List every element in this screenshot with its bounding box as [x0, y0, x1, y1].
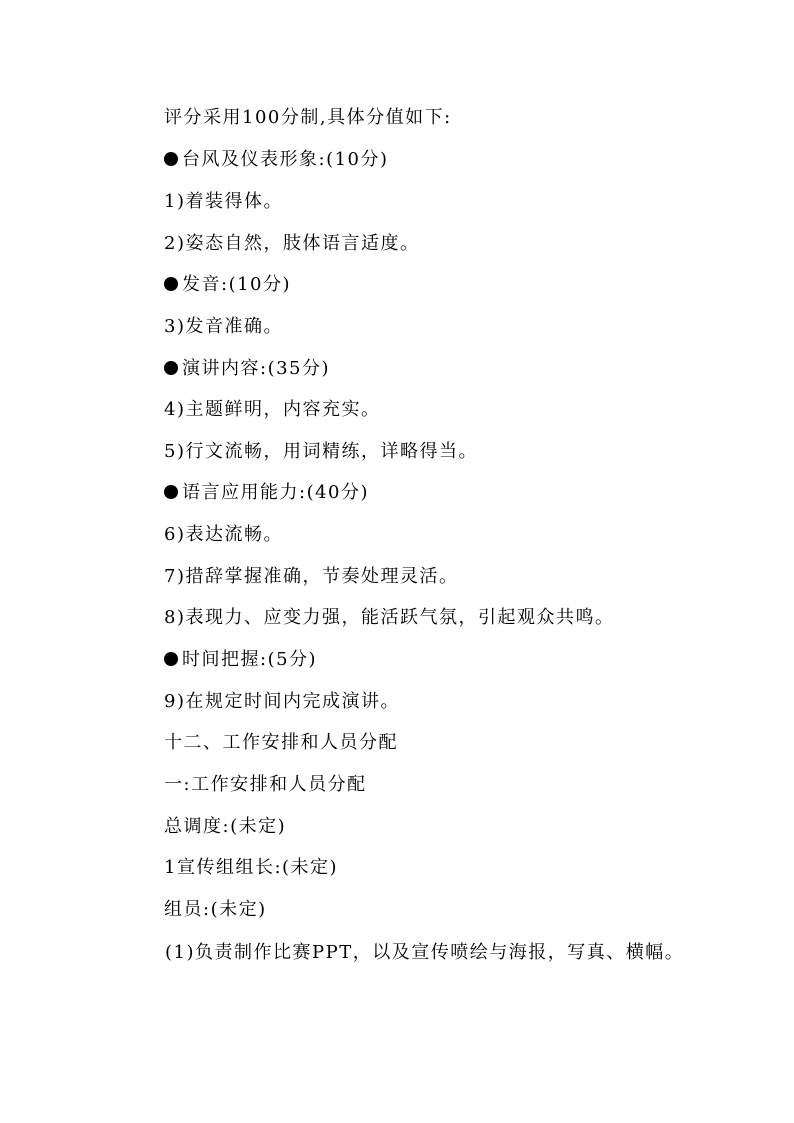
text-line-14: 时间把握:(5分) [164, 648, 317, 672]
text-line-10: 语言应用能力:(40分) [164, 481, 369, 505]
text-line-19: 1宣传组组长:(未定) [164, 857, 339, 878]
text-line-13: 8)表现力、应变力强，能活跃气氛，引起观众共鸣。 [164, 607, 615, 628]
text-line-9: 5)行文流畅，用词精练，详略得当。 [164, 441, 478, 462]
text-line-6: 3)发音准确。 [164, 316, 283, 337]
text-line-15: 9)在规定时间内完成演讲。 [164, 691, 400, 712]
text-line-11: 6)表达流畅。 [164, 524, 283, 545]
subsection-heading: 一:工作安排和人员分配 [164, 774, 367, 795]
text-line-12: 7)措辞掌握准确，节奏处理灵活。 [164, 566, 459, 587]
text-line-7: 演讲内容:(35分) [164, 357, 330, 381]
text-line-8: 4)主题鲜明，内容充实。 [164, 399, 381, 420]
text-line-3: 1)着装得体。 [164, 191, 283, 212]
text-line-5: 发音:(10分) [164, 273, 291, 297]
final-paragraph: (1)负责制作比赛PPT，以及宣传喷绘与海报，写真、横幅。 [165, 942, 685, 963]
section-heading: 十二、工作安排和人员分配 [164, 732, 398, 753]
text-line-4: 2)姿态自然，肢体语言适度。 [164, 233, 420, 254]
text-line-2: 台风及仪表形象:(10分) [164, 148, 389, 172]
text-line-1: 评分采用100分制,具体分值如下: [164, 107, 452, 128]
text-line-20: 组员:(未定) [164, 899, 267, 920]
text-line-18: 总调度:(未定) [164, 816, 287, 837]
